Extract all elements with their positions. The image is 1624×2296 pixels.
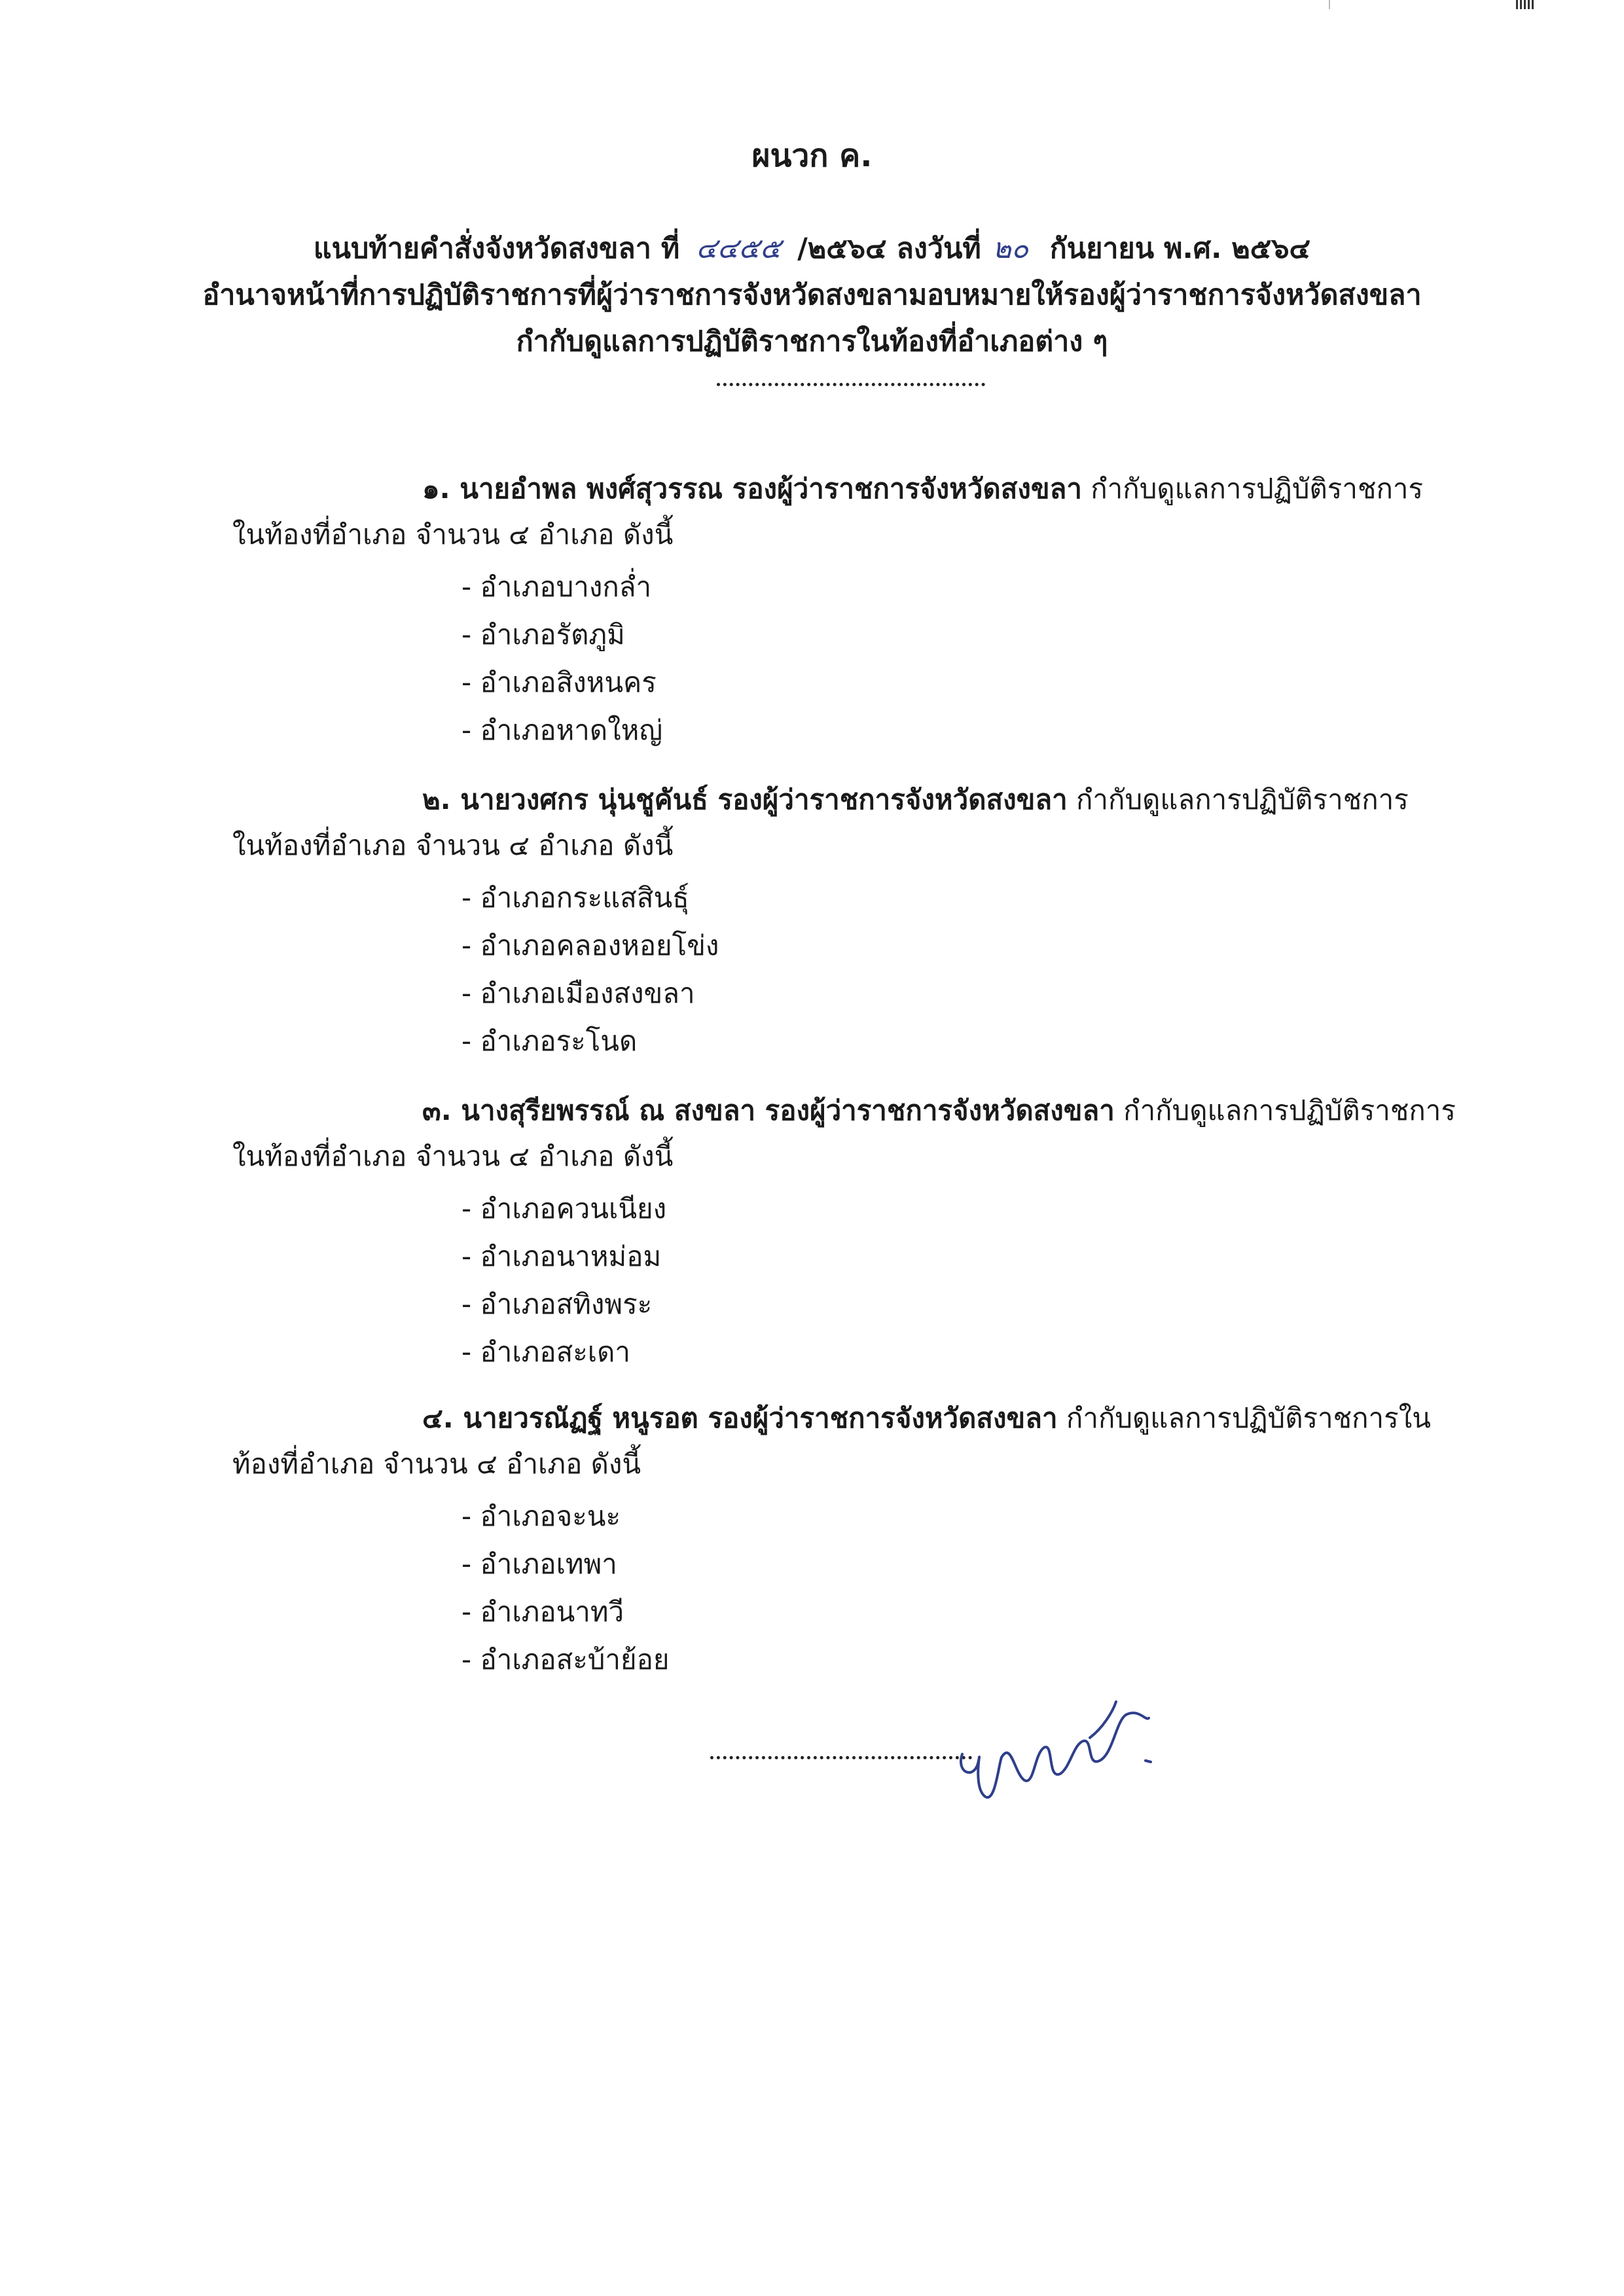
scan-barcode-mark (1516, 0, 1536, 9)
handwritten-signature (949, 1682, 1159, 1813)
district-item: - อำเภอบางกล่ำ (461, 571, 652, 603)
section-4-official: ๔. นายวรณัฏฐ์ หนูรอต รองผู้ว่าราชการจังหวัดสงขลา (422, 1402, 1058, 1434)
district-item: - อำเภอสะเดา (461, 1336, 630, 1368)
section-1-district-list (461, 563, 662, 754)
section-1-official: ๑. นายอำพล พงศ์สุวรรณ รองผู้ว่าราชการจังหวัดสงขลา (422, 473, 1082, 505)
section-4-duty: กำกับดูแลการปฏิบัติราชการใน (1057, 1402, 1431, 1434)
section-2-count: ในท้องที่อำเภอ จำนวน ๔ อำเภอ ดังนี้ (232, 829, 674, 861)
section-1-paragraph (232, 466, 1463, 558)
district-item: - อำเภอสะบ้าย้อย (461, 1643, 670, 1676)
section-3-district-list (461, 1185, 666, 1376)
district-item: - อำเภอสทิงพระ (461, 1288, 653, 1320)
section-3-count: ในท้องที่อำเภอ จำนวน ๔ อำเภอ ดังนี้ (232, 1140, 674, 1172)
section-4-count: ท้องที่อำเภอ จำนวน ๔ อำเภอ ดังนี้ (232, 1448, 641, 1480)
order-month-year: กันยายน พ.ศ. ๒๕๖๔ (1049, 232, 1311, 265)
section-3-official: ๓. นางสุรียพรรณ์ ณ สงขลา รองผู้ว่าราชการจังหวัดสงขลา (422, 1094, 1115, 1126)
order-prefix: แนบท้ายคำสั่งจังหวัดสงขลา ที่ (313, 232, 680, 265)
section-4-district-list (461, 1492, 669, 1683)
section-2-paragraph (232, 777, 1463, 869)
handwritten-day: ๒๐ (992, 232, 1029, 265)
section-2-district-list (461, 874, 719, 1065)
section-1-count: ในท้องที่อำเภอ จำนวน ๔ อำเภอ ดังนี้ (232, 518, 674, 550)
district-item: - อำเภอรัตภูมิ (461, 619, 625, 651)
order-year-date-label: /๒๕๖๔ ลงวันที่ (797, 232, 981, 265)
header-subject-line: อำนาจหน้าที่การปฏิบัติราชการที่ผู้ว่าราชการจังหวัดสงขลามอบหมายให้รองผู้ว่าราชการจังหวัดสงขลา (202, 279, 1422, 312)
section-3-paragraph (232, 1088, 1463, 1179)
section-2-duty: กำกับดูแลการปฏิบัติราชการ (1067, 783, 1409, 816)
district-item: - อำเภอนาหม่อม (461, 1240, 662, 1272)
district-item: - อำเภอควนเนียง (461, 1193, 667, 1225)
district-item: - อำเภอคลองหอยโข่ง (461, 929, 719, 961)
dotted-separator (717, 383, 985, 386)
order-reference-line (0, 226, 1624, 270)
scan-edge-mark (1329, 0, 1330, 9)
district-item: - อำเภอสิงหนคร (461, 666, 657, 698)
district-item: - อำเภอระโนด (461, 1025, 638, 1057)
handwritten-order-number: ๔๔๕๕ (696, 232, 782, 265)
district-item: - อำเภอจะนะ (461, 1500, 621, 1532)
district-item: - อำเภอกระแสสินธุ์ (461, 882, 689, 914)
district-item: - อำเภอเทพา (461, 1548, 617, 1580)
section-1-duty: กำกับดูแลการปฏิบัติราชการ (1081, 473, 1424, 505)
section-3-duty: กำกับดูแลการปฏิบัติราชการ (1114, 1094, 1456, 1126)
section-4-paragraph (232, 1395, 1463, 1487)
signature-dotted-line (710, 1756, 972, 1759)
section-2-official: ๒. นายวงศกร นุ่นชูคันธ์ รองผู้ว่าราชการจังหวัดสงขลา (422, 783, 1068, 816)
district-item: - อำเภอนาทวี (461, 1596, 624, 1628)
page-title: ผนวก ค. (751, 137, 873, 174)
header-subject-line-2: กำกับดูแลการปฏิบัติราชการในท้องที่อำเภอต่าง ๆ (516, 325, 1108, 358)
district-item: - อำเภอเมืองสงขลา (461, 977, 695, 1009)
district-item: - อำเภอหาดใหญ่ (461, 714, 663, 746)
